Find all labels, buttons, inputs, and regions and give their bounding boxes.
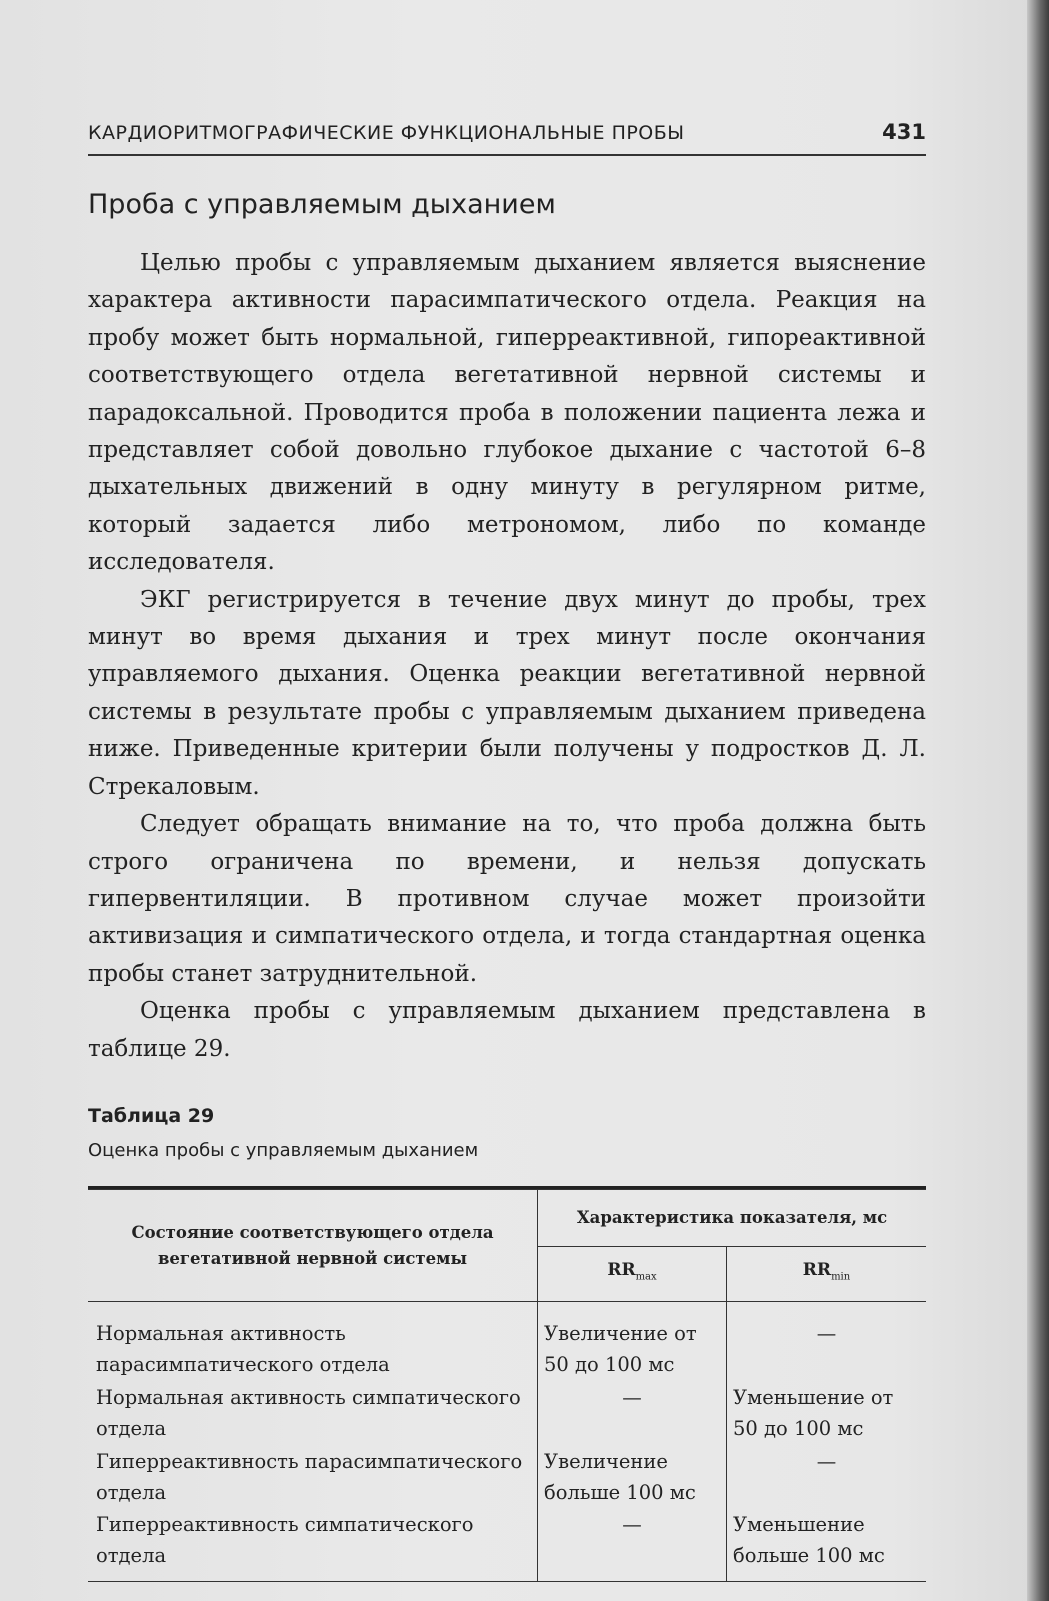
table-caption: Оценка пробы с управляемым дыханием (88, 1140, 479, 1161)
cell-rr-max: Увеличение от 50 до 100 мс (538, 1302, 727, 1383)
running-title: КАРДИОРИТМОГРАФИЧЕСКИЕ ФУНКЦИОНАЛЬНЫЕ ПРОБЫ (88, 122, 685, 144)
page-edge-shadow (1027, 0, 1049, 1601)
assessment-table (88, 1186, 926, 1582)
cell-state: Гиперреактивность симпатического отдела (96, 1513, 474, 1568)
page-number: 431 (882, 120, 926, 144)
cell-rr-max: — (538, 1382, 727, 1446)
cell-rr-min: Уменьшение больше 100 мс (727, 1509, 927, 1581)
body-text (88, 245, 926, 1068)
paragraph: Целью пробы с управляемым дыханием является выяснение характера активности парасимпатического отдела. Реакция на пробу может быть нормальной, гиперреактивной, гипореактивной соответствующего отдела вегетативной нервной системы и парадоксальной. Проводится проба в положении пациента лежа и представляет собой довольно глубокое дыхание с частотой 6–8 дыхательных движений в одну минуту в регулярном ритме, который задается либо метрономом, либо по команде исследователя. (88, 250, 926, 576)
cell-rr-min: Уменьшение от 50 до 100 мс (727, 1382, 927, 1446)
table-row (88, 1382, 926, 1446)
table-row (88, 1302, 926, 1383)
table-row (88, 1509, 926, 1581)
header-rr-max: $RR_{max}$ (538, 1247, 727, 1302)
header-characteristic: Характеристика показателя, мс (538, 1190, 927, 1247)
cell-state: Нормальная активность парасимпатического отдела (96, 1322, 390, 1376)
cell-rr-min: — (727, 1446, 927, 1510)
cell-rr-max: — (538, 1509, 727, 1581)
section-title: Проба с управляемым дыханием (88, 189, 556, 220)
paragraph: Оценка пробы с управляемым дыханием представлена в таблице 29. (88, 998, 926, 1062)
paragraph: Следует обращать внимание на то, что проба должна быть строго ограничена по времени, и нельзя допускать гипервентиляции. В противном случае может произойти активизация и симпатического отдела, и тогда стандартная оценка пробы станет затруднительной. (88, 811, 926, 987)
cell-state: Гиперреактивность парасимпатического отдела (96, 1449, 523, 1504)
cell-state: Нормальная активность симпатического отдела (96, 1386, 521, 1441)
table-label: Таблица 29 (88, 1105, 215, 1127)
page-header (88, 118, 926, 156)
paragraph: ЭКГ регистрируется в течение двух минут до пробы, трех минут во время дыхания и трех минут после окончания управляемого дыхания. Оценка реакции вегетативной нервной системы в результате пробы с управляемым дыханием приведена ниже. Приведенные критерии были получены у подростков Д. Л. Стрекаловым. (88, 586, 926, 800)
cell-rr-min: — (727, 1302, 927, 1383)
cell-rr-max: Увеличение больше 100 мс (538, 1446, 727, 1510)
table-row (88, 1446, 926, 1510)
header-rr-min: $RR_{min}$ (727, 1247, 927, 1302)
header-state: Состояние соответствующего отдела вегетативной нервной системы (88, 1190, 538, 1302)
